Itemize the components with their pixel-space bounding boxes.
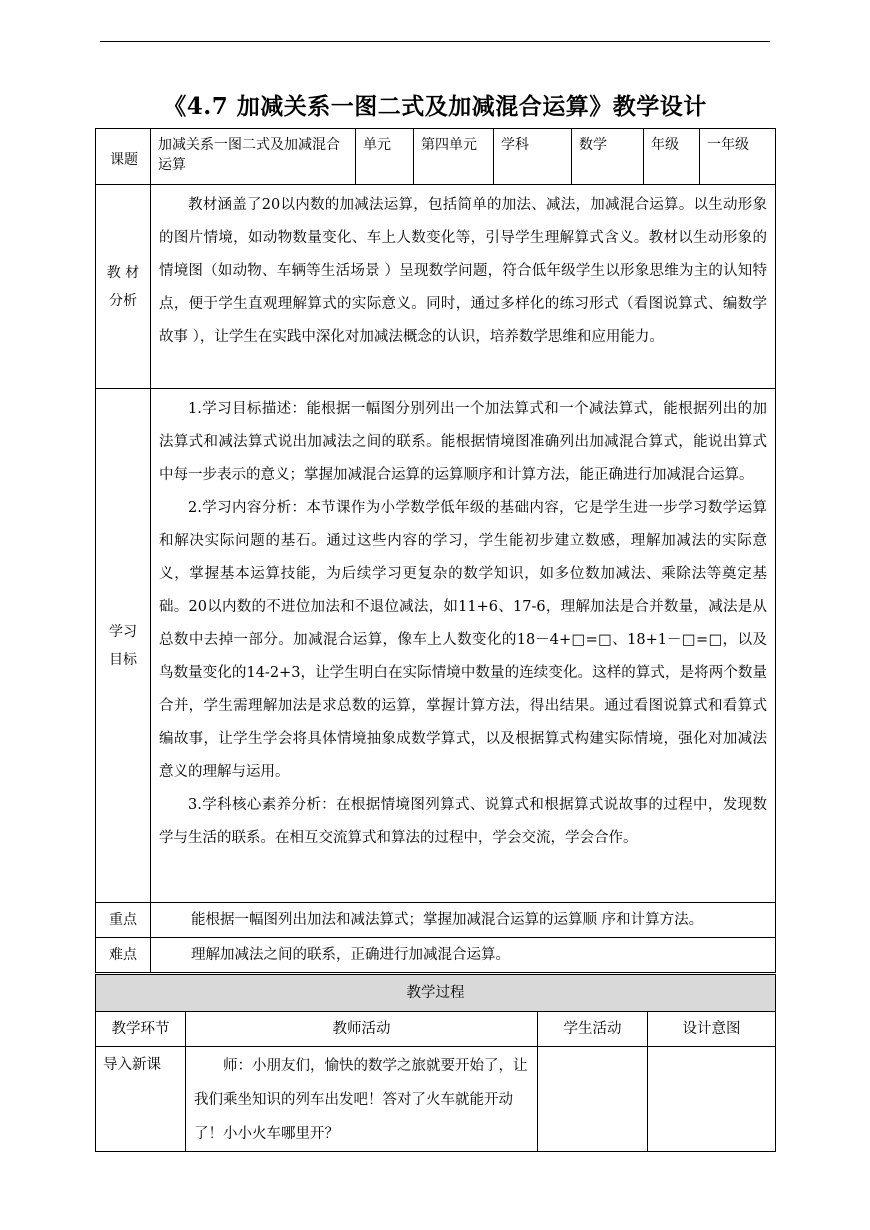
student-activity-cell [538, 1047, 648, 1152]
difficulty-text: 理解加减法之间的联系，正确进行加减混合运算。 [151, 938, 776, 973]
topic-value: 加减关系一图二式及加减混合运算 [151, 129, 356, 185]
column-intent: 设计意图 [648, 1012, 776, 1047]
info-table [95, 128, 776, 973]
objectives-label: 学习 目标 [96, 389, 151, 903]
column-stage: 教学环节 [96, 1012, 186, 1047]
process-table [95, 974, 776, 1152]
page-title: 《4.7 加减关系一图二式及加减混合运算》教学设计 [163, 93, 707, 120]
difficulty-label: 难点 [96, 938, 151, 973]
process-banner-row [96, 975, 776, 1012]
unit-label: 单元 [356, 129, 414, 185]
subject-label: 学科 [494, 129, 572, 185]
objectives-paragraph-2: 2.学习内容分析：本节课作为小学数学低年级的基础内容，它是学生进一步学习数学运算和解决实际问题的基石。通过这些内容的学习，学生能初步建立数感，理解加减法的实际意义，掌握基本运算技能，为后续学习更复杂的数学知识，如多位数加减法、乘除法等奠定基础。20以内数的不进位加法和不退位减法，如11+6、17-6，理解加法是合并数量，减法是从总数中去掉一部分。加减混合运算，像车上人数变化的18－4+□=□、18+1－□=□，以及鸟数量变化的14-2+3，让学生明白在实际情境中数量的连续变化。这样的算式，是将两个数量合并，学生需理解加法是求总数的运算，掌握计算方法，得出结果。通过看图说算式和看算式编故事，让学生学会将具体情境抽象成数学算式，以及根据算式构建实际情境，强化对加减法意义的理解与运用。 [159, 500, 767, 780]
header-rule [100, 41, 770, 42]
topic-label: 课题 [96, 129, 151, 185]
key-point-text: 能根据一幅图列出加法和减法算式；掌握加减混合运算的运算顺 序和计算方法。 [151, 903, 776, 938]
stage-cell: 导入新课 [96, 1047, 186, 1152]
grade-label: 年级 [644, 129, 700, 185]
difficulty-row [96, 938, 776, 973]
process-columns-row [96, 1012, 776, 1047]
unit-value: 第四单元 [414, 129, 494, 185]
teacher-activity-cell: 师：小朋友们，愉快的数学之旅就要开始了，让我们乘坐知识的列车出发吧！答对了火车就能开动了！小小火车哪里开？ [186, 1047, 538, 1152]
grade-value: 一年级 [700, 129, 776, 185]
objectives-row [96, 389, 776, 903]
key-point-row [96, 903, 776, 938]
subject-value: 数学 [572, 129, 644, 185]
analysis-text: 教材涵盖了20以内数的加减法运算，包括简单的加法、减法，加减混合运算。以生动形象的图片情境，如动物数量变化、车上人数变化等，引导学生理解算式含义。教材以生动形象的情境图（如动物、车辆等生活场景 ）呈现数学问题，符合低年级学生以形象思维为主的认知特点，便于学生直观理解算式的实际意义。同时，通过多样化的练习形式（看图说算式、编数学故事 ），让学生在实践中深化对加减法概念的认识，培养数学思维和应用能力。 [159, 197, 767, 345]
objectives-paragraph-1: 1.学习目标描述：能根据一幅图分别列出一个加法算式和一个减法算式，能根据列出的加法算式和减法算式说出加减法之间的联系。能根据情境图准确列出加减混合算式，能说出算式中每一步表示的意义；掌握加减混合运算的运算顺序和计算方法，能正确进行加减混合运算。 [159, 401, 767, 483]
column-student: 学生活动 [538, 1012, 648, 1047]
analysis-label: 教 材 分析 [96, 185, 151, 389]
column-teacher: 教师活动 [186, 1012, 538, 1047]
objectives-paragraph-3: 3.学科核心素养分析：在根据情境图列算式、说算式和根据算式说故事的过程中，发现数学与生活的联系。在相互交流算式和算法的过程中，学会交流，学会合作。 [159, 797, 767, 846]
header-row [96, 129, 776, 185]
process-row [96, 1047, 776, 1152]
analysis-row [96, 185, 776, 389]
design-intent-cell [648, 1047, 776, 1152]
process-banner: 教学过程 [96, 975, 776, 1012]
key-point-label: 重点 [96, 903, 151, 938]
